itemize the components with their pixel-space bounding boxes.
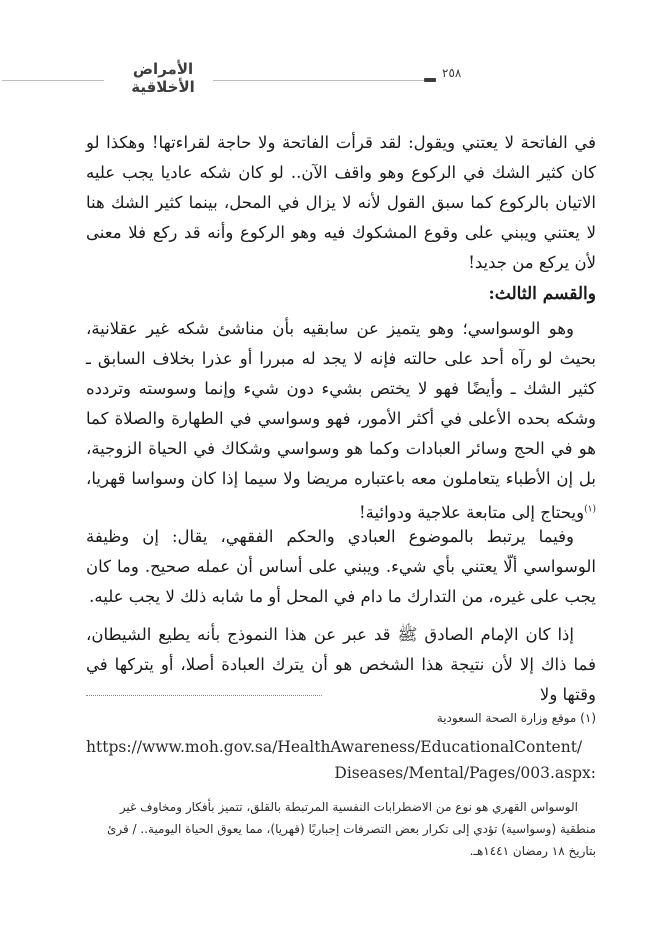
text-line: الوسواس القهري هو نوع من الاضطرابات النفسية المرتبطة بالقلق، تتميز بأفكار ومخاوف غير — [119, 800, 578, 814]
text-line: بتاريخ ١٨ رمضان ١٤٤١هـ. — [469, 844, 596, 858]
text-line: أكثر الأمور، فهو وسواسي في الطهارة والصلاة كما هو في الحج وسائر العبادات — [86, 409, 597, 458]
chapter-title: الأمراض الأخلاقية — [131, 60, 195, 96]
footnote-description — [86, 796, 596, 862]
text-line: منطقية (وسواسية) تؤدي إلى تكرار بعض التصرفات إجباريًا (قهريا)، مما يعوق الحياة اليومية.. / قرئ — [106, 822, 596, 836]
text-line: وفيما يرتبط بالموضوع العبادي والحكم الفقهي، يقال: إن وظيفة الوسواسي — [86, 527, 596, 576]
header-rule-right — [213, 80, 424, 81]
text-line: بالركوع كما سبق القول لأنه لا يزال في المحل، بينما كثير الشك هنا لا يعتني ويبني — [86, 193, 597, 242]
url-line-1[interactable]: https://www.moh.gov.sa/HealthAwareness/EducationalContent/ — [86, 738, 583, 756]
text-line: على وقوع المشكوك فيه وهو الركوع وأنه قد ركع فلا معنى لأن يركع من جديد! — [86, 223, 596, 272]
text-line: في الفاتحة لا يعتني ويقول: لقد قرأت الفاتحة ولا حاجة لقراءتها! وهكذا لو كان — [86, 133, 596, 182]
text-line: من التدارك ما دام في المحل أو ما شابه ذلك لا يجب عليه. — [89, 587, 484, 606]
footnote-marker[interactable]: (١) — [584, 504, 596, 514]
text-segment: ويحتاج إلى متابعة علاجية ودوائية! — [359, 502, 585, 522]
footnote-source: (١) موقع وزارة الصحة السعودية — [436, 711, 596, 725]
footnote-separator — [86, 695, 322, 696]
text-line: وأيضًا فهو لا يختص بشيء دون شيء وإنما وسوسته وتردده وشكه بحده الأعلى في — [86, 379, 597, 428]
footnote-url[interactable] — [86, 734, 596, 786]
text-line: إذا كان الإمام الصادق ﷺ قد عبر عن هذا النموذج بأنه يطيع الشيطان، فما — [86, 625, 596, 674]
paragraph-2 — [86, 314, 596, 528]
header-dash-ornament — [424, 78, 436, 82]
paragraph-4 — [86, 620, 596, 710]
text-line: وكما هو وسواسي وشكاك في الحياة الزوجية، بل إن الأطباء يتعاملون معه باعتباره — [86, 439, 596, 488]
header-rule-left — [2, 80, 104, 81]
url-line-2[interactable]: Diseases/Mental/Pages/003.aspx: — [334, 764, 596, 782]
text-segment: مريضا ولا سيما إذا كان وسواسا قهريا، — [86, 469, 349, 488]
running-header — [0, 58, 669, 96]
text-line: ألّا يعتني بأي شيء. ويبني على أساس أن عمله صحيح. وما كان يجب على غيره، — [86, 557, 596, 606]
paragraph-1 — [86, 128, 596, 278]
page-number: ٢٥٨ — [442, 66, 462, 80]
text-line: لو رآه أحد على حالته فإنه لا يجد له مبررا أو عذرا بخلاف السابق ـ كثير الشك ـ — [86, 349, 596, 398]
footnotes — [86, 706, 596, 862]
text-line: وهو الوسواسي؛ وهو يتميز عن سابقيه بأن مناشئ شكه غير عقلانية، بحيث — [86, 319, 597, 368]
text-line: كثير الشك في الركوع وهو واقف الآن.. لو كان شكه عاديا يجب عليه الاتيان — [86, 163, 597, 212]
text-line: ذاك إلا لأن نتيجة هذا الشخص هو أن يترك العبادة أصلا، أو يتركها في وقتها ولا — [86, 655, 596, 704]
paragraph-3 — [86, 522, 596, 612]
section-heading: والقسم الثالث: — [488, 284, 596, 304]
